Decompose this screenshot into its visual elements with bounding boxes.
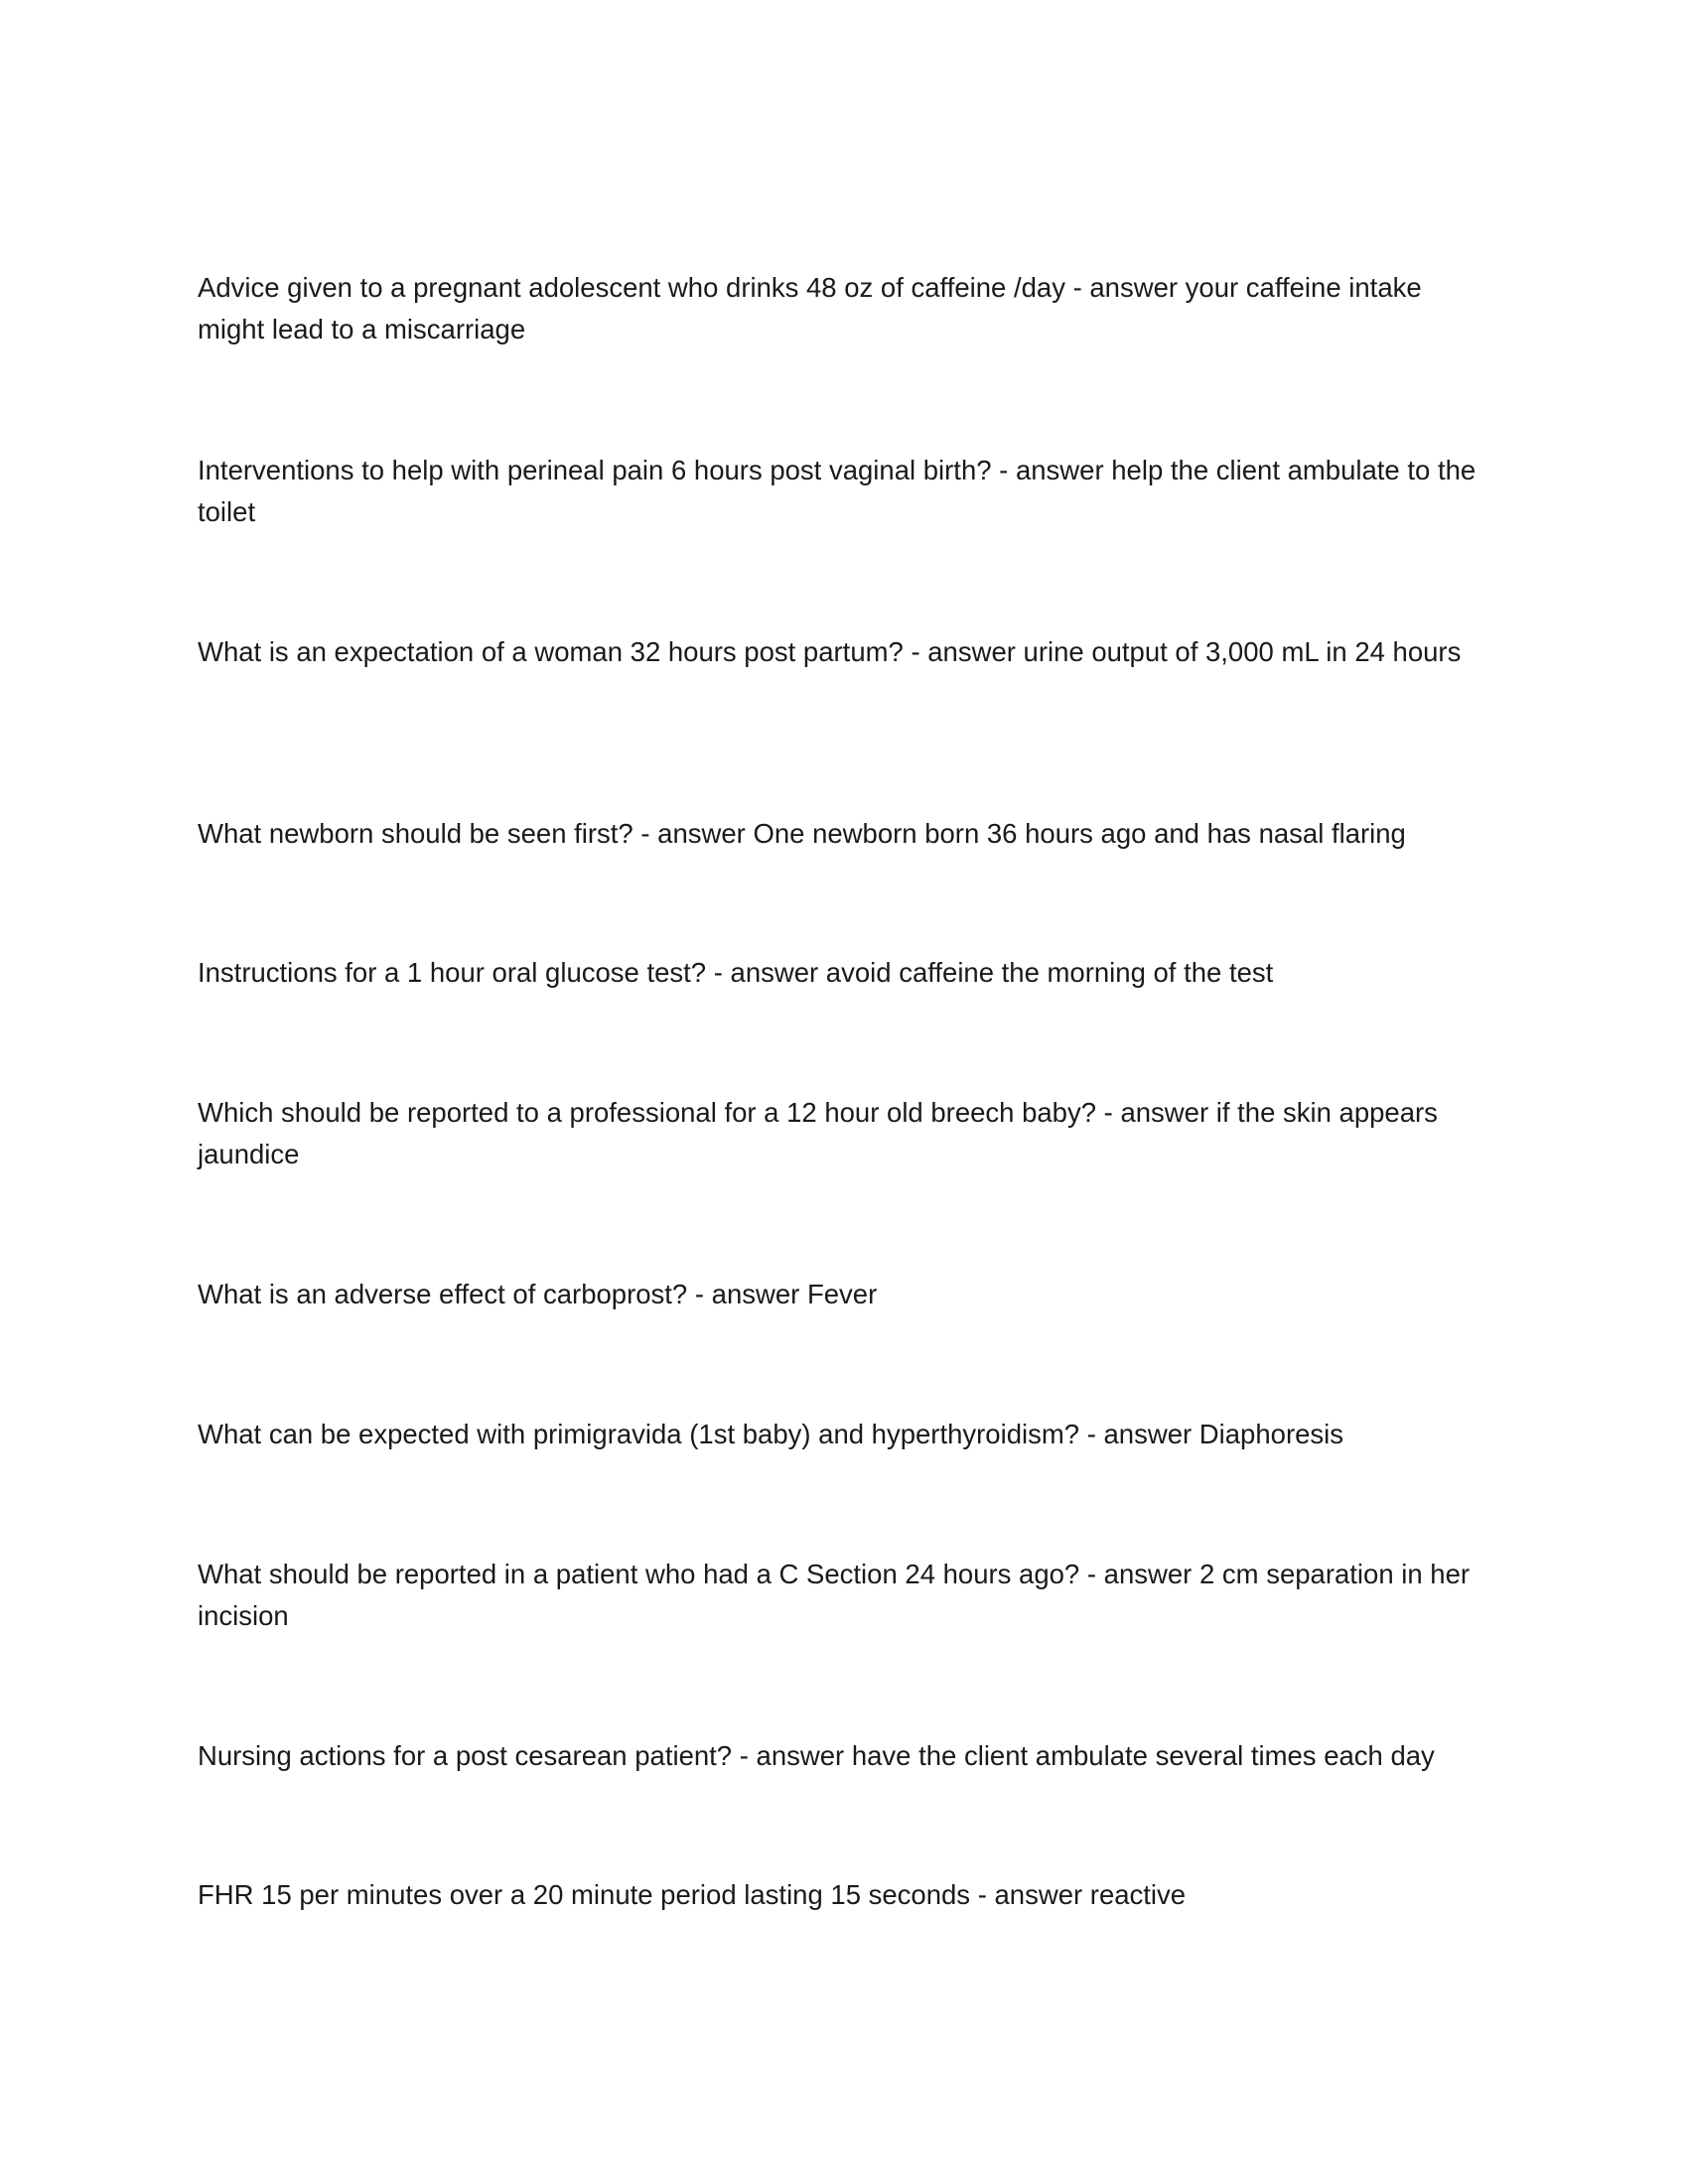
qa-entry-perineal-pain: Interventions to help with perineal pain 6 hours post vaginal birth? - answer help the client ambulate to the toilet [198, 455, 1477, 527]
qa-entry-breech-baby: Which should be reported to a professional for a 12 hour old breech baby? - answer if the skin appears jaundice [198, 1097, 1438, 1169]
qa-entry-hyperthyroidism: What can be expected with primigravida (1st baby) and hyperthyroidism? - answer Diaphoresis [198, 1419, 1344, 1449]
qa-entry-newborn-priority: What newborn should be seen first? - answer One newborn born 36 hours ago and has nasal flaring [198, 818, 1406, 849]
qa-entry-fhr: FHR 15 per minutes over a 20 minute period lasting 15 seconds - answer reactive [198, 1879, 1187, 1910]
qa-entry-carboprost: What is an adverse effect of carboprost? - answer Fever [198, 1279, 878, 1309]
qa-entry-glucose-test: Instructions for a 1 hour oral glucose test? - answer avoid caffeine the morning of the test [198, 957, 1274, 988]
qa-entry-post-cesarean: Nursing actions for a post cesarean patient? - answer have the client ambulate several times each day [198, 1740, 1435, 1771]
qa-entry-c-section: What should be reported in a patient who had a C Section 24 hours ago? - answer 2 cm separation in her incision [198, 1559, 1471, 1631]
qa-entry-postpartum-expectation: What is an expectation of a woman 32 hours post partum? - answer urine output of 3,000 mL in 24 hours [198, 636, 1462, 667]
qa-entry-caffeine: Advice given to a pregnant adolescent who drinks 48 oz of caffeine /day - answer your caffeine intake might lead to a miscarriage [198, 272, 1422, 344]
